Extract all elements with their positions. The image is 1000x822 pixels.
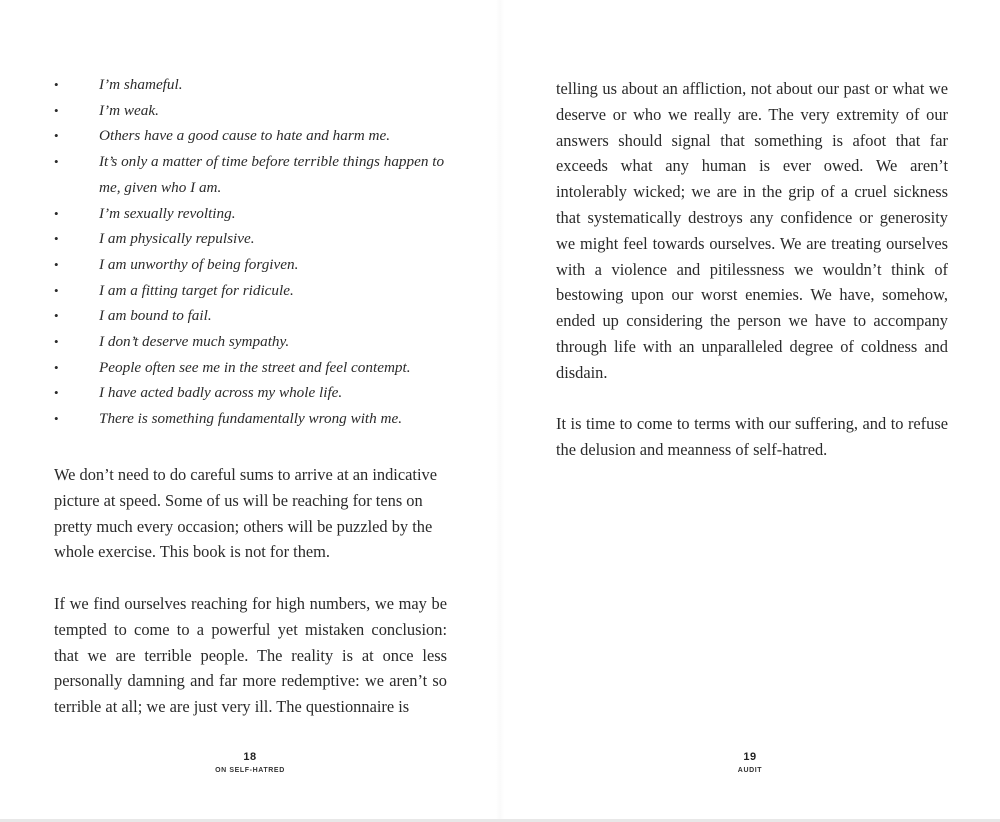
list-item-text: I’m sexually revolting. xyxy=(99,204,236,222)
bullet-list xyxy=(54,72,454,432)
left-running-head: ON SELF-HATRED xyxy=(215,767,285,774)
bullet-icon: • xyxy=(54,205,59,221)
list-item-text: I don’t deserve much sympathy. xyxy=(99,333,290,351)
bullet-icon: • xyxy=(54,308,59,324)
bullet-icon: • xyxy=(54,128,59,144)
list-item xyxy=(54,72,454,98)
bullet-icon: • xyxy=(54,359,59,375)
list-item-text: People often see me in the street and feel contempt. xyxy=(99,358,411,376)
right-page xyxy=(500,0,1000,822)
bullet-icon: • xyxy=(54,77,59,92)
bullet-icon: • xyxy=(54,385,59,401)
bullet-icon: • xyxy=(54,256,59,272)
list-item-text: There is something fundamentally wrong with me. xyxy=(99,410,403,428)
right-running-head: AUDIT xyxy=(737,767,763,774)
bullet-icon: • xyxy=(54,231,59,247)
list-item xyxy=(54,201,454,227)
list-item-text: I am a fitting target for ridicule. xyxy=(99,281,294,299)
right-folio xyxy=(690,751,810,774)
bullet-icon: • xyxy=(54,102,59,118)
list-item xyxy=(54,252,454,278)
list-item xyxy=(54,303,454,329)
right-page-number: 19 xyxy=(743,751,757,763)
left-paragraph-1: We don’t need to do careful sums to arrive at an indicative picture at speed. Some of us will be reaching for tens on pretty much every occasion; others will be puzzled by the whole exercise. This book is not for them. xyxy=(54,465,437,562)
list-item-text: It’s only a matter of time before terrible things happen to me, given who I am. xyxy=(99,153,445,196)
list-item xyxy=(54,123,454,149)
left-paragraph-2: If we find ourselves reaching for high numbers, we may be tempted to come to a powerful yet mistaken conclusion: that we are terrible people. The reality is at once less personally damning and far more redemptive: we aren’t so terrible at all; we are just very ill. The questionnaire is xyxy=(54,594,447,717)
list-item-text: I’m shameful. xyxy=(99,76,183,93)
list-item xyxy=(54,355,454,381)
left-folio xyxy=(190,751,310,774)
list-item xyxy=(54,149,454,200)
list-item xyxy=(54,406,454,432)
bullet-icon: • xyxy=(54,154,59,170)
list-item xyxy=(54,226,454,252)
list-item xyxy=(54,329,454,355)
list-item-text: I have acted badly across my whole life. xyxy=(99,384,343,402)
list-item-text: I am physically repulsive. xyxy=(99,230,255,248)
bullet-icon: • xyxy=(54,334,59,350)
bullet-icon: • xyxy=(54,282,59,298)
bullet-icon: • xyxy=(54,411,59,427)
list-item-text: I am bound to fail. xyxy=(99,307,212,325)
list-item xyxy=(54,98,454,124)
right-paragraph-1: telling us about an affliction, not about our past or what we deserve or who we really are. The very extremity of our answers should signal that something is afoot that far exceeds what any human is ever owed. We aren’t intolerably wicked; we are in the grip of a cruel sickness that systematically destroys any confidence or generosity we might feel towards ourselves. We are treating ourselves with a violence and pitilessness we wouldn’t think of bestowing upon our worst enemies. We have, somehow, ended up considering the person we have to accompany through life with an unparalleled degree of coldness and disdain. xyxy=(556,79,948,382)
left-page-number: 18 xyxy=(243,751,257,763)
list-item xyxy=(54,278,454,304)
list-item xyxy=(54,380,454,406)
right-paragraph-2: It is time to come to terms with our suffering, and to refuse the delusion and meanness of self-hatred. xyxy=(556,414,948,459)
list-item-text: I’m weak. xyxy=(99,101,159,119)
list-item-text: Others have a good cause to hate and harm me. xyxy=(99,127,391,145)
list-item-text: I am unworthy of being forgiven. xyxy=(99,255,299,273)
